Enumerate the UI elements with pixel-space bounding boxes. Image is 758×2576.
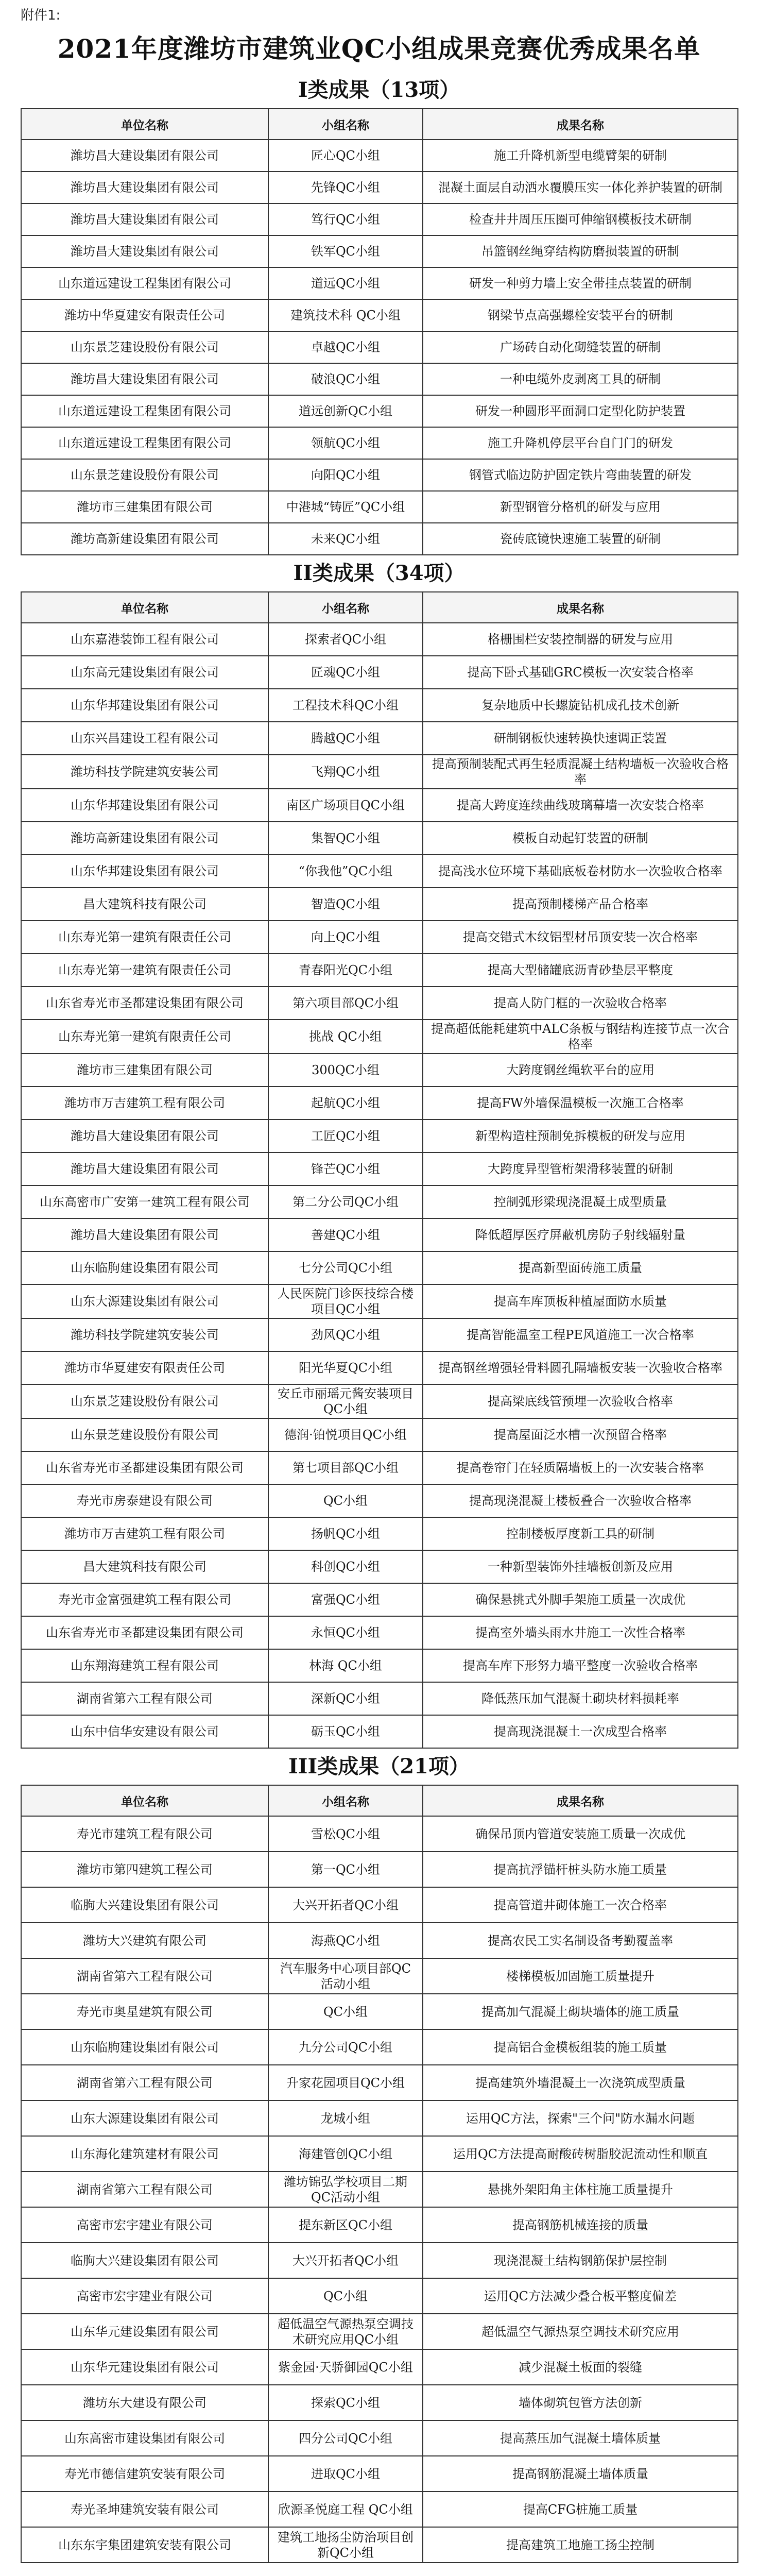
unit-cell: 山东景芝建设股份有限公司	[21, 1384, 268, 1418]
unit-cell: 山东临朐建设集团有限公司	[21, 1251, 268, 1284]
unit-cell: 山东高密市广安第一建筑工程有限公司	[21, 1185, 268, 1218]
group-cell: 探索QC小组	[268, 2385, 423, 2420]
section-3	[21, 1749, 737, 2563]
result-cell: 提高浅水位环境下基础底板卷材防水一次验收合格率	[423, 855, 738, 888]
table-row	[21, 1583, 738, 1616]
group-cell: 安丘市丽瑶元酱安装项目QC小组	[268, 1384, 423, 1418]
table-row	[21, 921, 738, 954]
header-result-name: 成果名称	[423, 109, 738, 140]
unit-cell: 潍坊昌大建设集团有限公司	[21, 235, 268, 267]
table-row	[21, 689, 738, 722]
unit-cell: 湖南省第六工程有限公司	[21, 2065, 268, 2100]
group-cell: 道远QC小组	[268, 267, 423, 299]
header-unit-name: 单位名称	[21, 109, 268, 140]
result-cell: 提高下卧式基础GRC模板一次安装合格率	[423, 656, 738, 689]
table-row	[21, 204, 738, 235]
unit-cell: 昌大建筑科技有限公司	[21, 888, 268, 921]
group-cell: 砺玉QC小组	[268, 1715, 423, 1748]
group-cell: 匠心QC小组	[268, 140, 423, 172]
unit-cell: 山东东宇集团建筑安装有限公司	[21, 2527, 268, 2563]
result-cell: 运用QC方法减少叠合板平整度偏差	[423, 2278, 738, 2314]
result-cell: 减少混凝土板面的裂缝	[423, 2349, 738, 2385]
unit-cell: 山东兴昌建设工程有限公司	[21, 722, 268, 755]
result-cell: 提高钢筋机械连接的质量	[423, 2207, 738, 2243]
unit-cell: 潍坊市万吉建筑工程有限公司	[21, 1087, 268, 1120]
result-cell: 提高农民工实名制设备考勤覆盖率	[423, 1923, 738, 1958]
result-cell: 广场砖自动化砌缝装置的研制	[423, 331, 738, 363]
table-row	[21, 1351, 738, 1384]
result-cell: 确保悬挑式外脚手架施工质量一次成优	[423, 1583, 738, 1616]
unit-cell: 寿光市建筑工程有限公司	[21, 1816, 268, 1852]
table-row	[21, 363, 738, 395]
table-row	[21, 427, 738, 459]
table-row	[21, 1958, 738, 1994]
group-cell: QC小组	[268, 2278, 423, 2314]
result-cell: 提高抗浮锚杆桩头防水施工质量	[423, 1852, 738, 1887]
unit-cell: 潍坊市华夏建安有限责任公司	[21, 1351, 268, 1384]
unit-cell: 潍坊高新建设集团有限公司	[21, 523, 268, 555]
unit-cell: 山东中信华安建设有限公司	[21, 1715, 268, 1748]
result-cell: 提高CFG桩施工质量	[423, 2492, 738, 2527]
table-row	[21, 1087, 738, 1120]
section-title: III类成果（21项）	[288, 1754, 470, 1778]
result-cell: 提高蒸压加气混凝土墙体质量	[423, 2420, 738, 2456]
result-cell: 降低超厚医疗屏蔽机房防子射线辐射量	[423, 1218, 738, 1251]
table-row	[21, 1484, 738, 1517]
table-row	[21, 2492, 738, 2527]
table-row	[21, 2456, 738, 2492]
group-cell: 笃行QC小组	[268, 204, 423, 235]
result-cell: 钢管式临边防护固定铁片弯曲装置的研发	[423, 459, 738, 491]
result-cell: 提高建筑工地施工扬尘控制	[423, 2527, 738, 2563]
group-cell: 善建QC小组	[268, 1218, 423, 1251]
header-group-name: 小组名称	[268, 592, 423, 623]
group-cell: 锋芒QC小组	[268, 1153, 423, 1185]
attachment-label: 附件1:	[21, 8, 61, 23]
unit-cell: 湖南省第六工程有限公司	[21, 1682, 268, 1715]
result-cell: 检查井井周压压圈可伸缩钢模板技术研制	[423, 204, 738, 235]
table-row	[21, 2527, 738, 2563]
table-row	[21, 789, 738, 822]
unit-cell: 山东景芝建设股份有限公司	[21, 331, 268, 363]
unit-cell: 潍坊昌大建设集团有限公司	[21, 204, 268, 235]
table-row	[21, 491, 738, 523]
table-row	[21, 1054, 738, 1087]
unit-cell: 寿光圣坤建筑安装有限公司	[21, 2492, 268, 2527]
unit-cell: 潍坊昌大建设集团有限公司	[21, 172, 268, 204]
group-cell: 第二分公司QC小组	[268, 1185, 423, 1218]
unit-cell: 潍坊东大建设有限公司	[21, 2385, 268, 2420]
table-row	[21, 1418, 738, 1451]
result-cell: 提高FW外墙保温模板一次施工合格率	[423, 1087, 738, 1120]
unit-cell: 湖南省第六工程有限公司	[21, 1958, 268, 1994]
table-row	[21, 331, 738, 363]
group-cell: 林海 QC小组	[268, 1649, 423, 1682]
result-cell: 一种电缆外皮剥离工具的研制	[423, 363, 738, 395]
table-row	[21, 459, 738, 491]
result-cell: 瓷砖底镜快速施工装置的研制	[423, 523, 738, 555]
table-row	[21, 1550, 738, 1583]
table-row	[21, 1251, 738, 1284]
group-cell: 智造QC小组	[268, 888, 423, 921]
table-row	[21, 1682, 738, 1715]
group-cell: 人民医院门诊医技综合楼项目QC小组	[268, 1284, 423, 1318]
results-table	[21, 591, 738, 1749]
group-cell: 青春阳光QC小组	[268, 954, 423, 987]
table-row	[21, 1852, 738, 1887]
result-cell: 提高卷帘门在轻质隔墙板上的一次安装合格率	[423, 1451, 738, 1484]
unit-cell: 潍坊中华夏建安有限责任公司	[21, 299, 268, 331]
unit-cell: 昌大建筑科技有限公司	[21, 1550, 268, 1583]
result-cell: 提高大跨度连续曲线玻璃幕墙一次安装合格率	[423, 789, 738, 822]
sections-container	[21, 72, 737, 2563]
unit-cell: 寿光市金富强建筑工程有限公司	[21, 1583, 268, 1616]
unit-cell: 潍坊昌大建设集团有限公司	[21, 1153, 268, 1185]
table-row	[21, 2420, 738, 2456]
unit-cell: 潍坊高新建设集团有限公司	[21, 822, 268, 855]
unit-cell: 山东大源建设集团有限公司	[21, 1284, 268, 1318]
group-cell: 匠魂QC小组	[268, 656, 423, 689]
table-row	[21, 2278, 738, 2314]
unit-cell: 潍坊科技学院建筑安装公司	[21, 755, 268, 789]
unit-cell: 山东寿光第一建筑有限责任公司	[21, 954, 268, 987]
group-cell: 大兴开拓者QC小组	[268, 1887, 423, 1923]
group-cell: “你我他”QC小组	[268, 855, 423, 888]
group-cell: 潍坊锦弘学校项目二期QC活动小组	[268, 2172, 423, 2207]
unit-cell: 潍坊大兴建筑有限公司	[21, 1923, 268, 1958]
group-cell: 探索者QC小组	[268, 623, 423, 656]
result-cell: 超低温空气源热泵空调技术研究应用	[423, 2314, 738, 2349]
unit-cell: 潍坊昌大建设集团有限公司	[21, 1218, 268, 1251]
group-cell: 铁军QC小组	[268, 235, 423, 267]
table-row	[21, 623, 738, 656]
table-row	[21, 1451, 738, 1484]
table-header-row	[21, 1785, 738, 1816]
unit-cell: 寿光市德信建筑安装有限公司	[21, 2456, 268, 2492]
result-cell: 提高铝合金模板组装的施工质量	[423, 2029, 738, 2065]
table-row	[21, 395, 738, 427]
table-row	[21, 1120, 738, 1153]
result-cell: 施工升降机新型电缆臂架的研制	[423, 140, 738, 172]
results-table	[21, 1785, 738, 2563]
group-cell: 建筑技术科 QC小组	[268, 299, 423, 331]
group-cell: 建筑工地扬尘防治项目创新QC小组	[268, 2527, 423, 2563]
header-unit-name: 单位名称	[21, 1785, 268, 1816]
unit-cell: 山东华元建设集团有限公司	[21, 2314, 268, 2349]
unit-cell: 潍坊昌大建设集团有限公司	[21, 140, 268, 172]
table-header-row	[21, 592, 738, 623]
unit-cell: 山东临朐建设集团有限公司	[21, 2029, 268, 2065]
group-cell: 中港城“铸匠”QC小组	[268, 491, 423, 523]
table-row	[21, 656, 738, 689]
result-cell: 提高建筑外墙混凝土一次浇筑成型质量	[423, 2065, 738, 2100]
header-group-name: 小组名称	[268, 1785, 423, 1816]
table-header-row	[21, 109, 738, 140]
header-result-name: 成果名称	[423, 592, 738, 623]
group-cell: 海建管创QC小组	[268, 2136, 423, 2172]
group-cell: 阳光华夏QC小组	[268, 1351, 423, 1384]
table-row	[21, 855, 738, 888]
result-cell: 控制楼板厚度新工具的研制	[423, 1517, 738, 1550]
group-cell: 道远创新QC小组	[268, 395, 423, 427]
result-cell: 运用QC方法，探索"三个问"防水漏水问题	[423, 2100, 738, 2136]
unit-cell: 山东华邦建设集团有限公司	[21, 789, 268, 822]
table-row	[21, 2385, 738, 2420]
table-row	[21, 1715, 738, 1748]
result-cell: 提高屋面泛水槽一次预留合格率	[423, 1418, 738, 1451]
unit-cell: 山东寿光第一建筑有限责任公司	[21, 1020, 268, 1054]
group-cell: 工匠QC小组	[268, 1120, 423, 1153]
table-row	[21, 1185, 738, 1218]
table-row	[21, 1816, 738, 1852]
unit-cell: 山东高密市建设集团有限公司	[21, 2420, 268, 2456]
result-cell: 提高车库顶板种植屋面防水质量	[423, 1284, 738, 1318]
unit-cell: 潍坊市三建集团有限公司	[21, 1054, 268, 1087]
table-row	[21, 1153, 738, 1185]
table-row	[21, 172, 738, 204]
unit-cell: 高密市宏宇建业有限公司	[21, 2278, 268, 2314]
table-row	[21, 267, 738, 299]
result-cell: 施工升降机停层平台自门门的研发	[423, 427, 738, 459]
unit-cell: 山东道远建设工程集团有限公司	[21, 427, 268, 459]
table-row	[21, 2100, 738, 2136]
table-row	[21, 2172, 738, 2207]
group-cell: 未来QC小组	[268, 523, 423, 555]
table-row	[21, 1649, 738, 1682]
result-cell: 现浇混凝土结构钢筋保护层控制	[423, 2243, 738, 2278]
group-cell: 德润·铂悦项目QC小组	[268, 1418, 423, 1451]
group-cell: 挑战 QC小组	[268, 1020, 423, 1054]
group-cell: 紫金园·天骄御园QC小组	[268, 2349, 423, 2385]
group-cell: 七分公司QC小组	[268, 1251, 423, 1284]
table-row	[21, 299, 738, 331]
unit-cell: 潍坊市万吉建筑工程有限公司	[21, 1517, 268, 1550]
result-cell: 提高预制装配式再生轻质混凝土结构墙板一次验收合格率	[423, 755, 738, 789]
header-unit-name: 单位名称	[21, 592, 268, 623]
group-cell: 集智QC小组	[268, 822, 423, 855]
group-cell: 大兴开拓者QC小组	[268, 2243, 423, 2278]
result-cell: 提高加气混凝土砌块墙体的施工质量	[423, 1994, 738, 2029]
table-row	[21, 2349, 738, 2385]
unit-cell: 山东高元建设集团有限公司	[21, 656, 268, 689]
table-row	[21, 235, 738, 267]
result-cell: 提高梁底线管预埋一次验收合格率	[423, 1384, 738, 1418]
results-table	[21, 108, 738, 555]
group-cell: 第七项目部QC小组	[268, 1451, 423, 1484]
group-cell: 起航QC小组	[268, 1087, 423, 1120]
result-cell: 研发一种剪力墙上安全带挂点装置的研制	[423, 267, 738, 299]
result-cell: 提高人防门框的一次验收合格率	[423, 987, 738, 1020]
unit-cell: 湖南省第六工程有限公司	[21, 2172, 268, 2207]
table-row	[21, 2207, 738, 2243]
result-cell: 复杂地质中长螺旋钻机成孔技术创新	[423, 689, 738, 722]
group-cell: 第一QC小组	[268, 1852, 423, 1887]
section-2	[21, 555, 737, 1749]
unit-cell: 临朐大兴建设集团有限公司	[21, 1887, 268, 1923]
result-cell: 格栅围栏安装控制器的研发与应用	[423, 623, 738, 656]
group-cell: 富强QC小组	[268, 1583, 423, 1616]
group-cell: 提东新区QC小组	[268, 2207, 423, 2243]
result-cell: 混凝土面层自动洒水覆膜压实一体化养护装置的研制	[423, 172, 738, 204]
result-cell: 提高交错式木纹铝型材吊顶安装一次合格率	[423, 921, 738, 954]
unit-cell: 山东寿光第一建筑有限责任公司	[21, 921, 268, 954]
group-cell: 扬帆QC小组	[268, 1517, 423, 1550]
table-row	[21, 888, 738, 921]
group-cell: 向上QC小组	[268, 921, 423, 954]
section-1	[21, 72, 737, 555]
result-cell: 提高现浇混凝土一次成型合格率	[423, 1715, 738, 1748]
result-cell: 提高车库下形努力墙平整度一次验收合格率	[423, 1649, 738, 1682]
table-row	[21, 1923, 738, 1958]
table-row	[21, 523, 738, 555]
result-cell: 新型钢管分格机的研发与应用	[423, 491, 738, 523]
group-cell: QC小组	[268, 1994, 423, 2029]
unit-cell: 潍坊市第四建筑工程公司	[21, 1852, 268, 1887]
result-cell: 降低蒸压加气混凝土砌块材料损耗率	[423, 1682, 738, 1715]
result-cell: 确保吊顶内管道安装施工质量一次成优	[423, 1816, 738, 1852]
unit-cell: 山东省寿光市圣都建设集团有限公司	[21, 1451, 268, 1484]
result-cell: 研发一种圆形平面洞口定型化防护装置	[423, 395, 738, 427]
result-cell: 楼梯模板加固施工质量提升	[423, 1958, 738, 1994]
unit-cell: 寿光市房泰建设有限公司	[21, 1484, 268, 1517]
group-cell: 先锋QC小组	[268, 172, 423, 204]
table-row	[21, 1887, 738, 1923]
table-row	[21, 1616, 738, 1649]
table-row	[21, 954, 738, 987]
group-cell: 飞翔QC小组	[268, 755, 423, 789]
group-cell: 九分公司QC小组	[268, 2029, 423, 2065]
header-group-name: 小组名称	[268, 109, 423, 140]
group-cell: 卓越QC小组	[268, 331, 423, 363]
table-row	[21, 822, 738, 855]
unit-cell: 潍坊昌大建设集团有限公司	[21, 1120, 268, 1153]
group-cell: 300QC小组	[268, 1054, 423, 1087]
table-row	[21, 755, 738, 789]
unit-cell: 山东省寿光市圣都建设集团有限公司	[21, 987, 268, 1020]
result-cell: 提高现浇混凝土楼板叠合一次验收合格率	[423, 1484, 738, 1517]
table-row	[21, 140, 738, 172]
result-cell: 悬挑外架阳角主体柱施工质量提升	[423, 2172, 738, 2207]
section-title: II类成果（34项）	[293, 561, 465, 585]
unit-cell: 山东翔海建筑工程有限公司	[21, 1649, 268, 1682]
group-cell: 龙城小组	[268, 2100, 423, 2136]
table-row	[21, 2243, 738, 2278]
result-cell: 钢梁节点高强螺栓安装平台的研制	[423, 299, 738, 331]
group-cell: 汽车服务中心项目部QC活动小组	[268, 1958, 423, 1994]
unit-cell: 山东嘉港装饰工程有限公司	[21, 623, 268, 656]
group-cell: 科创QC小组	[268, 1550, 423, 1583]
table-row	[21, 1517, 738, 1550]
unit-cell: 潍坊市三建集团有限公司	[21, 491, 268, 523]
unit-cell: 临朐大兴建设集团有限公司	[21, 2243, 268, 2278]
result-cell: 提高超低能耗建筑中ALC条板与钢结构连接节点一次合格率	[423, 1020, 738, 1054]
table-row	[21, 1318, 738, 1351]
group-cell: 工程技术科QC小组	[268, 689, 423, 722]
group-cell: QC小组	[268, 1484, 423, 1517]
result-cell: 新型构造柱预制免拆模板的研发与应用	[423, 1120, 738, 1153]
group-cell: 破浪QC小组	[268, 363, 423, 395]
table-row	[21, 2065, 738, 2100]
group-cell: 腾越QC小组	[268, 722, 423, 755]
result-cell: 大跨度异型管桁架滑移装置的研制	[423, 1153, 738, 1185]
group-cell: 劲风QC小组	[268, 1318, 423, 1351]
table-row	[21, 2136, 738, 2172]
unit-cell: 山东省寿光市圣都建设集团有限公司	[21, 1616, 268, 1649]
table-row	[21, 1994, 738, 2029]
result-cell: 提高钢筋混凝土墙体质量	[423, 2456, 738, 2492]
table-row	[21, 1020, 738, 1054]
result-cell: 提高智能温室工程PE风道施工一次合格率	[423, 1318, 738, 1351]
table-row	[21, 987, 738, 1020]
unit-cell: 山东华邦建设集团有限公司	[21, 855, 268, 888]
result-cell: 大跨度钢丝绳软平台的应用	[423, 1054, 738, 1087]
section-title: I类成果（13项）	[298, 78, 460, 102]
result-cell: 运用QC方法提高耐酸砖树脂胶泥流动性和顺直	[423, 2136, 738, 2172]
result-cell: 提高新型面砖施工质量	[423, 1251, 738, 1284]
group-cell: 超低温空气源热泵空调技术研究应用QC小组	[268, 2314, 423, 2349]
table-row	[21, 722, 738, 755]
unit-cell: 山东景芝建设股份有限公司	[21, 459, 268, 491]
group-cell: 升家花园项目QC小组	[268, 2065, 423, 2100]
result-cell: 吊篮钢丝绳穿结构防磨损装置的研制	[423, 235, 738, 267]
group-cell: 第六项目部QC小组	[268, 987, 423, 1020]
result-cell: 模板自动起钉装置的研制	[423, 822, 738, 855]
group-cell: 进取QC小组	[268, 2456, 423, 2492]
group-cell: 雪松QC小组	[268, 1816, 423, 1852]
unit-cell: 山东华邦建设集团有限公司	[21, 689, 268, 722]
document-title: 2021年度潍坊市建筑业QC小组成果竞赛优秀成果名单	[57, 33, 701, 64]
unit-cell: 寿光市奥星建筑有限公司	[21, 1994, 268, 2029]
header-result-name: 成果名称	[423, 1785, 738, 1816]
result-cell: 墙体砌筑包管方法创新	[423, 2385, 738, 2420]
unit-cell: 潍坊科技学院建筑安装公司	[21, 1318, 268, 1351]
unit-cell: 山东大源建设集团有限公司	[21, 2100, 268, 2136]
group-cell: 领航QC小组	[268, 427, 423, 459]
result-cell: 提高钢丝增强轻骨料圆孔隔墙板安装一次验收合格率	[423, 1351, 738, 1384]
result-cell: 控制弧形梁现浇混凝土成型质量	[423, 1185, 738, 1218]
table-row	[21, 2029, 738, 2065]
unit-cell: 山东海化建筑建材有限公司	[21, 2136, 268, 2172]
result-cell: 研制钢板快速转换快速调正装置	[423, 722, 738, 755]
result-cell: 提高预制楼梯产品合格率	[423, 888, 738, 921]
group-cell: 向阳QC小组	[268, 459, 423, 491]
table-row	[21, 2314, 738, 2349]
table-row	[21, 1218, 738, 1251]
unit-cell: 山东华元建设集团有限公司	[21, 2349, 268, 2385]
group-cell: 四分公司QC小组	[268, 2420, 423, 2456]
unit-cell: 山东道远建设工程集团有限公司	[21, 395, 268, 427]
group-cell: 欣源圣悦庭工程 QC小组	[268, 2492, 423, 2527]
result-cell: 提高室外墙头雨水井施工一次性合格率	[423, 1616, 738, 1649]
result-cell: 提高管道井砌体施工一次合格率	[423, 1887, 738, 1923]
table-row	[21, 1284, 738, 1318]
group-cell: 海燕QC小组	[268, 1923, 423, 1958]
group-cell: 深新QC小组	[268, 1682, 423, 1715]
table-row	[21, 1384, 738, 1418]
group-cell: 永恒QC小组	[268, 1616, 423, 1649]
group-cell: 南区广场项目QC小组	[268, 789, 423, 822]
result-cell: 提高大型储罐底沥青砂垫层平整度	[423, 954, 738, 987]
unit-cell: 潍坊昌大建设集团有限公司	[21, 363, 268, 395]
unit-cell: 山东道远建设工程集团有限公司	[21, 267, 268, 299]
result-cell: 一种新型装饰外挂墙板创新及应用	[423, 1550, 738, 1583]
unit-cell: 高密市宏宇建业有限公司	[21, 2207, 268, 2243]
unit-cell: 山东景芝建设股份有限公司	[21, 1418, 268, 1451]
